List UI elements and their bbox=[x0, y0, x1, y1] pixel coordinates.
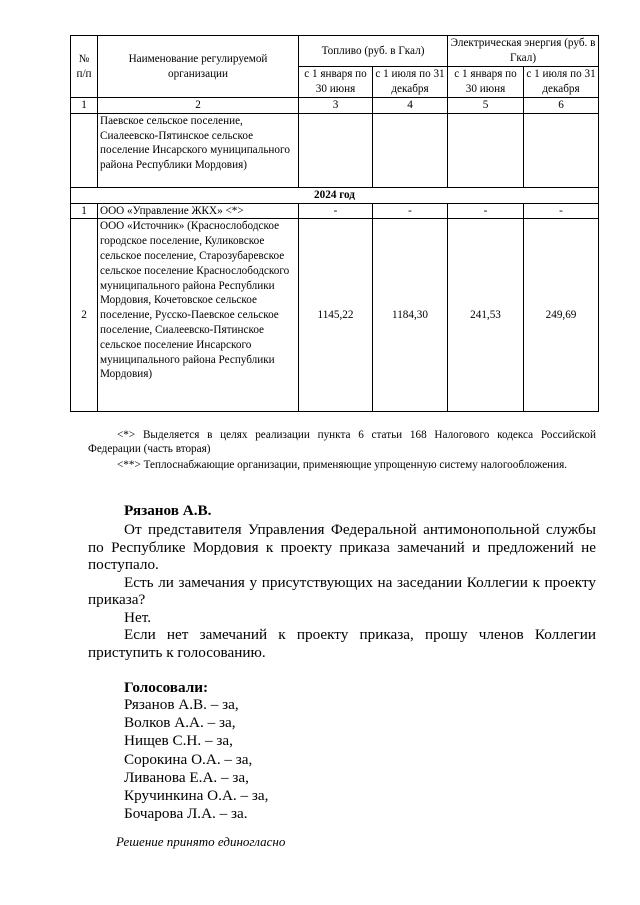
paragraph: От представителя Управления Федеральной антимонопольной службы по Республике Мордовия к проекту приказа замечаний и предложений не поступало. bbox=[88, 521, 596, 573]
vote-item: Рязанов А.В. – за, bbox=[124, 696, 239, 713]
row-num: 1 bbox=[71, 203, 98, 219]
paragraph: Есть ли замечания у присутствующих на заседании Коллегии к проекту приказа? bbox=[88, 573, 596, 608]
speaker-name: Рязанов А.В. bbox=[124, 502, 212, 519]
value-cell bbox=[373, 113, 448, 187]
column-number: 1 bbox=[71, 98, 98, 114]
year-label: 2024 год bbox=[71, 187, 599, 203]
header-name: Наименование регулируемой организации bbox=[98, 36, 299, 98]
value-cell: 1184,30 bbox=[373, 219, 448, 412]
vote-item: Нищев С.Н. – за, bbox=[124, 732, 233, 750]
value-cell bbox=[448, 113, 524, 187]
footnote-2: <**> Теплоснабжающие организации, применяющие упрощенную систему налогообложения. bbox=[117, 459, 568, 471]
column-number: 3 bbox=[299, 98, 373, 114]
vote-item: Сорокина О.А. – за, bbox=[124, 750, 253, 768]
speech-text bbox=[88, 521, 596, 661]
tariff-table bbox=[70, 35, 599, 412]
vote-item: Волков А.А. – за, bbox=[124, 714, 236, 732]
value-cell: 249,69 bbox=[524, 219, 599, 412]
column-number: 5 bbox=[448, 98, 524, 114]
value-cell: 1145,22 bbox=[299, 219, 373, 412]
table-row bbox=[71, 203, 599, 219]
vote-item: Бочарова Л.А. – за. bbox=[124, 805, 248, 823]
paragraph: Если нет замечаний к проекту приказа, прошу членов Коллегии приступить к голосованию. bbox=[88, 626, 596, 661]
decision-text: Решение принято единогласно bbox=[116, 834, 286, 849]
vote-item: Кручинкина О.А. – за, bbox=[124, 787, 269, 805]
paragraph: Нет. bbox=[124, 608, 151, 626]
votes-list bbox=[124, 696, 268, 823]
value-cell: - bbox=[448, 203, 524, 219]
value-cell: 241,53 bbox=[448, 219, 524, 412]
column-number: 2 bbox=[98, 98, 299, 114]
header-num: № п/п bbox=[71, 36, 98, 98]
value-cell: - bbox=[299, 203, 373, 219]
value-cell bbox=[299, 113, 373, 187]
header-fuel: Топливо (руб. в Гкал) bbox=[299, 36, 448, 67]
header-period: с 1 января по 30 июня bbox=[448, 67, 524, 98]
vote-item: Ливанова Е.А. – за, bbox=[124, 768, 249, 786]
value-cell bbox=[524, 113, 599, 187]
column-numbers-row bbox=[71, 98, 599, 114]
column-number: 6 bbox=[524, 98, 599, 114]
table-row bbox=[71, 219, 599, 412]
header-period: с 1 января по 30 июня bbox=[299, 67, 373, 98]
header-period: с 1 июля по 31 декабря bbox=[373, 67, 448, 98]
org-name: Паевское сельское поселение, Сиалеевско-Пятинское сельское поселение Инсарского муниципального района Республики Мордовия) bbox=[98, 113, 299, 187]
column-number: 4 bbox=[373, 98, 448, 114]
header-period: с 1 июля по 31 декабря bbox=[524, 67, 599, 98]
header-electric: Электрическая энергия (руб. в Гкал) bbox=[448, 36, 599, 67]
row-num bbox=[71, 113, 98, 187]
row-num: 2 bbox=[71, 219, 98, 412]
org-name: ООО «Управление ЖКХ» <*> bbox=[98, 203, 299, 219]
value-cell: - bbox=[524, 203, 599, 219]
voting-heading: Голосовали: bbox=[124, 679, 209, 696]
footnote-1: <*> Выделяется в целях реализации пункта 6 статьи 168 Налогового кодекса Российской Федерации (часть вторая) bbox=[88, 429, 596, 456]
org-name: ООО «Источник» (Краснослободское городское поселение, Куликовское сельское поселение, Старозубаревское сельское поселение Краснослободского муниципального района Республики Мордовия, Кочетовское сельское поселение, Русско-Паевское сельское поселение, Сиалеевско-Пятинское сельское поселение Инсарского муниципального района Республики Мордовия) bbox=[98, 219, 299, 412]
table-row bbox=[71, 113, 599, 187]
value-cell: - bbox=[373, 203, 448, 219]
